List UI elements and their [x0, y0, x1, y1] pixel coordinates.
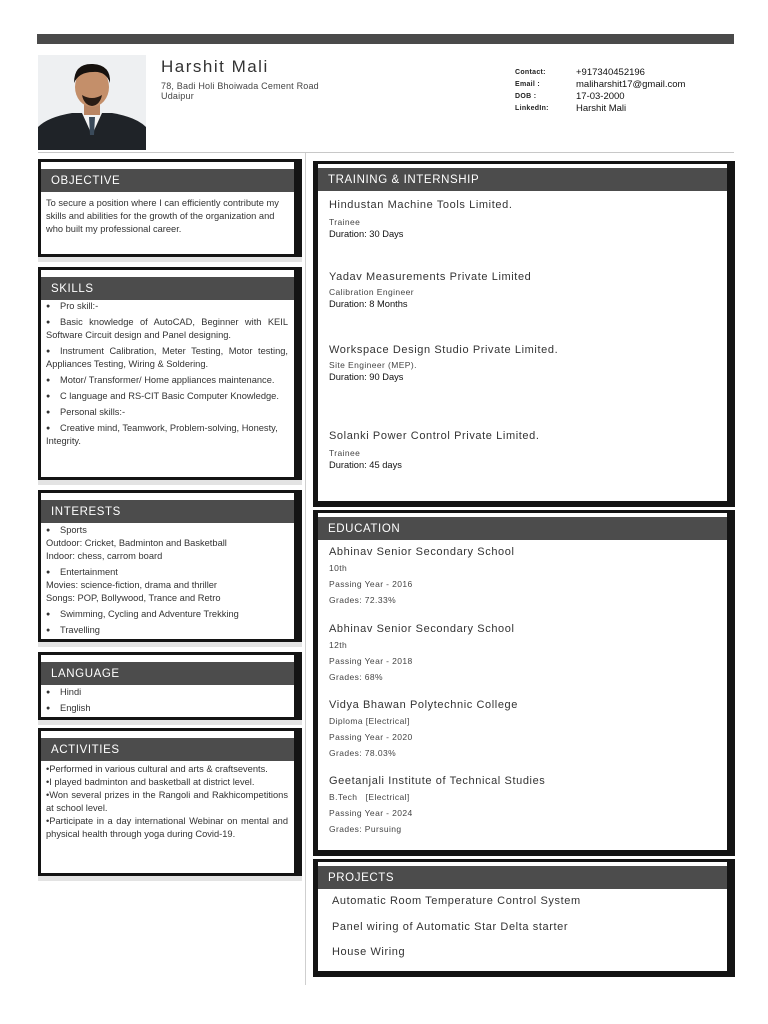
list-item [46, 422, 288, 448]
interest-songs: Songs: POP, Bollywood, Trance and Retro [46, 593, 221, 603]
bullet-icon: ● [46, 611, 51, 618]
training-entry [329, 430, 719, 470]
bullet-icon: ● [46, 393, 51, 400]
duration-text: Duration: 90 Days [329, 372, 404, 382]
interest-indoor: Indoor: chess, carrom board [46, 551, 163, 561]
linkedin-label: LinkedIn: [515, 104, 549, 112]
organization-name: Hindustan Machine Tools Limited. [329, 199, 513, 211]
language-text: Hindi [60, 687, 82, 697]
skills-heading: SKILLS [41, 277, 294, 300]
header-divider [38, 152, 734, 153]
passing-year: Passing Year - 2024 [329, 808, 413, 818]
dob-label: DOB : [515, 92, 537, 100]
contact-row [515, 66, 685, 78]
phone-number: +917340452196 [576, 66, 645, 78]
skill-text: C language and RS-CIT Basic Computer Knowledge. [60, 391, 279, 401]
list-item [46, 374, 288, 387]
bullet-icon: ● [46, 409, 51, 416]
list-item: •I played badminton and basketball at district level. [46, 777, 255, 787]
organization-name: Solanki Power Control Private Limited. [329, 430, 540, 442]
training-entry [329, 199, 719, 239]
education-entry [329, 775, 719, 834]
interest-text: Sports [60, 525, 87, 535]
training-entry [329, 344, 719, 382]
skill-text: Motor/ Transformer/ Home appliances maintenance. [60, 375, 275, 385]
education-entry [329, 623, 719, 682]
bullet-icon: ● [46, 689, 51, 696]
dob-value: 17-03-2000 [576, 90, 625, 102]
bullet-icon: ● [46, 705, 51, 712]
linkedin-value: Harshit Mali [576, 102, 627, 114]
bullet-icon: ● [46, 627, 51, 634]
grades: Grades: 78.03% [329, 748, 397, 758]
grades: Grades: 68% [329, 672, 384, 682]
grades: Grades: Pursuing [329, 824, 402, 834]
interest-movies: Movies: science-fiction, drama and thriller [46, 580, 218, 590]
list-item [46, 624, 288, 637]
role-text: Calibration Engineer [329, 287, 415, 297]
list-item [46, 524, 288, 537]
interest-text: Swimming, Cycling and Adventure Trekking [60, 609, 239, 619]
role-text: Site Engineer (MEP). [329, 360, 417, 370]
email-label: Email : [515, 80, 541, 88]
passing-year: Passing Year - 2018 [329, 656, 413, 666]
email-row [515, 78, 685, 90]
education-heading: EDUCATION [318, 517, 727, 540]
contact-label: Contact: [515, 68, 546, 76]
skill-text: Pro skill:- [60, 301, 99, 311]
duration-text: Duration: 30 Days [329, 229, 404, 239]
profile-photo [38, 55, 146, 150]
list-item [46, 686, 288, 699]
interests-heading: INTERESTS [41, 500, 294, 523]
objective-section [38, 159, 302, 257]
language-text: English [60, 703, 91, 713]
objective-heading: OBJECTIVE [41, 169, 294, 192]
list-item [46, 390, 288, 403]
skills-list [46, 300, 288, 451]
education-level: 10th [329, 563, 348, 573]
school-name: Vidya Bhawan Polytechnic College [329, 699, 518, 711]
education-entry [329, 546, 719, 605]
education-entry [329, 699, 719, 758]
list-item [46, 345, 288, 371]
duration-text: Duration: 45 days [329, 460, 402, 470]
project-item: Panel wiring of Automatic Star Delta starter [332, 921, 569, 933]
language-section [38, 652, 302, 720]
list-item [46, 566, 288, 579]
passing-year: Passing Year - 2016 [329, 579, 413, 589]
duration-text: Duration: 8 Months [329, 299, 408, 309]
education-level: 12th [329, 640, 348, 650]
list-item: •Performed in various cultural and arts & craftsevents. [46, 764, 268, 774]
bullet-icon: ● [46, 569, 51, 576]
interests-list [46, 524, 288, 637]
language-heading: LANGUAGE [41, 662, 294, 685]
column-divider [305, 153, 306, 985]
skill-text: Basic knowledge of AutoCAD, Beginner with KEIL Software Circuit design and Panel designing. [46, 317, 288, 340]
interest-outdoor: Outdoor: Cricket, Badminton and Basketball [46, 538, 227, 548]
top-bar [37, 34, 734, 44]
contact-block [515, 66, 685, 114]
objective-text: To secure a position where I can efficiently contribute my skills and abilities for the growth of the organization and who built my professional career. [46, 198, 279, 234]
training-section [313, 161, 735, 507]
dob-row [515, 90, 685, 102]
education-level: Diploma [Electrical] [329, 716, 410, 726]
language-list [46, 686, 288, 715]
interest-text: Entertainment [60, 567, 118, 577]
list-item [46, 406, 288, 419]
organization-name: Yadav Measurements Private Limited [329, 271, 532, 283]
skill-text: Instrument Calibration, Meter Testing, Motor testing, Appliances Testing, Wiring & Soldering. [46, 346, 288, 369]
bullet-icon: ● [46, 527, 51, 534]
training-entry [329, 271, 719, 309]
bullet-icon: ● [46, 425, 51, 432]
projects-section [313, 859, 735, 977]
organization-name: Workspace Design Studio Private Limited. [329, 344, 559, 356]
activities-list [46, 763, 288, 841]
role-text: Trainee [329, 448, 361, 458]
projects-heading: PROJECTS [318, 866, 727, 889]
education-level: B.Tech [Electrical] [329, 792, 410, 802]
role-text: Trainee [329, 217, 361, 227]
school-name: Geetanjali Institute of Technical Studies [329, 775, 546, 787]
list-item: •Participate in a day international Webinar on mental and physical health through yoga during Covid-19. [46, 816, 288, 839]
list-item [46, 702, 288, 715]
list-item: •Won several prizes in the Rangoli and Rakhicompetitions at school level. [46, 790, 288, 813]
project-item: House Wiring [332, 946, 406, 958]
bullet-icon: ● [46, 319, 51, 326]
candidate-name: Harshit Mali [161, 57, 269, 76]
school-name: Abhinav Senior Secondary School [329, 623, 515, 635]
address-line-1: 78, Badi Holi Bhoiwada Cement Road [161, 81, 319, 91]
skill-text: Creative mind, Teamwork, Problem-solving, Honesty, Integrity. [46, 423, 278, 446]
skill-text: Personal skills:- [60, 407, 126, 417]
bullet-icon: ● [46, 303, 51, 310]
interest-text: Travelling [60, 625, 100, 635]
list-item [46, 300, 288, 313]
skills-section [38, 267, 302, 480]
bullet-icon: ● [46, 377, 51, 384]
education-section [313, 510, 735, 856]
linkedin-row [515, 102, 685, 114]
training-heading: TRAINING & INTERNSHIP [318, 168, 727, 191]
grades: Grades: 72.33% [329, 595, 397, 605]
interests-section [38, 490, 302, 642]
email-value: maliharshit17@gmail.com [576, 78, 686, 90]
bullet-icon: ● [46, 348, 51, 355]
list-item [46, 608, 288, 621]
activities-heading: ACTIVITIES [41, 738, 294, 761]
activities-section [38, 728, 302, 876]
address [161, 81, 319, 101]
school-name: Abhinav Senior Secondary School [329, 546, 515, 558]
list-item [46, 316, 288, 342]
project-item: Automatic Room Temperature Control System [332, 895, 581, 907]
address-line-2: Udaipur [161, 91, 194, 101]
passing-year: Passing Year - 2020 [329, 732, 413, 742]
